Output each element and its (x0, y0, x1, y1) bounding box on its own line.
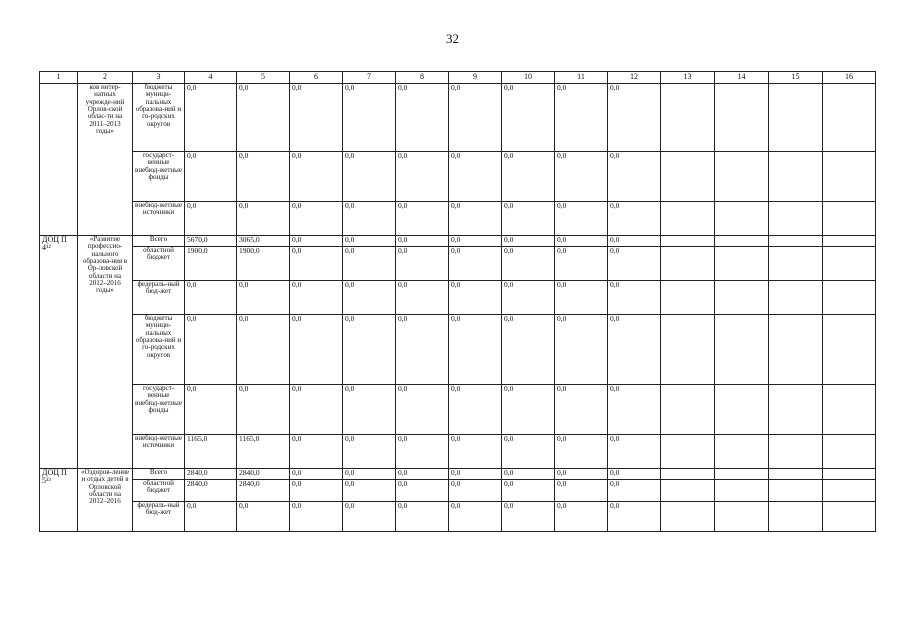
column-header: 4 (185, 72, 237, 84)
column-header: 9 (449, 72, 502, 84)
value-cell: 0,0 (555, 202, 608, 236)
value-cell: 0,0 (396, 480, 449, 502)
table-row (40, 480, 876, 502)
page-number: 32 (446, 31, 459, 46)
empty-cell (823, 435, 876, 469)
value-cell: 0,0 (290, 281, 343, 315)
empty-cell (823, 502, 876, 532)
value-cell: 0,0 (396, 502, 449, 532)
empty-cell (661, 236, 715, 247)
value-cell: 0,0 (608, 152, 661, 202)
column-header: 7 (343, 72, 396, 84)
empty-cell (769, 152, 823, 202)
program-code: ДОЦ П 4¹² (40, 236, 78, 469)
empty-cell (823, 385, 876, 435)
value-cell: 0,0 (608, 469, 661, 480)
value-cell: 0,0 (502, 202, 555, 236)
empty-cell (715, 84, 769, 152)
value-cell: 0,0 (502, 469, 555, 480)
value-cell: 0,0 (290, 84, 343, 152)
value-cell: 0,0 (555, 469, 608, 480)
funding-source: Всего (133, 236, 185, 247)
value-cell: 0,0 (608, 281, 661, 315)
value-cell: 0,0 (237, 385, 290, 435)
funding-source: внебюд-жетные источники (133, 435, 185, 469)
value-cell: 0,0 (237, 315, 290, 385)
empty-cell (715, 502, 769, 532)
value-cell: 0,0 (237, 202, 290, 236)
value-cell: 0,0 (396, 385, 449, 435)
table-row (40, 202, 876, 236)
table-row (40, 315, 876, 385)
value-cell: 0,0 (608, 202, 661, 236)
empty-cell (769, 469, 823, 480)
value-cell: 0,0 (290, 202, 343, 236)
empty-cell (823, 247, 876, 281)
table-row (40, 281, 876, 315)
value-cell: 0,0 (555, 502, 608, 532)
value-cell: 1900,0 (185, 247, 237, 281)
value-cell: 0,0 (185, 385, 237, 435)
value-cell: 0,0 (290, 502, 343, 532)
value-cell: 0,0 (396, 281, 449, 315)
value-cell: 0,0 (185, 281, 237, 315)
value-cell: 0,0 (555, 480, 608, 502)
value-cell: 0,0 (396, 247, 449, 281)
value-cell: 0,0 (608, 502, 661, 532)
value-cell: 0,0 (343, 202, 396, 236)
table-body (40, 84, 876, 532)
value-cell: 3065,0 (237, 236, 290, 247)
value-cell: 0,0 (343, 84, 396, 152)
empty-cell (661, 281, 715, 315)
value-cell: 0,0 (290, 480, 343, 502)
value-cell: 0,0 (343, 502, 396, 532)
value-cell: 0,0 (237, 152, 290, 202)
program-name: ков интер-натных учрежде-ний Орлов-ской облас-ти на 2011–2013 годы» (78, 84, 133, 236)
value-cell: 0,0 (290, 469, 343, 480)
funding-source: федераль-ный бюд-жет (133, 281, 185, 315)
value-cell: 2840,0 (185, 469, 237, 480)
value-cell: 2840,0 (185, 480, 237, 502)
value-cell: 0,0 (555, 152, 608, 202)
empty-cell (823, 236, 876, 247)
column-header: 15 (769, 72, 823, 84)
value-cell: 0,0 (185, 202, 237, 236)
column-header: 16 (823, 72, 876, 84)
empty-cell (769, 247, 823, 281)
value-cell: 0,0 (608, 247, 661, 281)
header-row (40, 72, 876, 84)
value-cell: 0,0 (608, 385, 661, 435)
empty-cell (823, 202, 876, 236)
value-cell: 1900,0 (237, 247, 290, 281)
table-row (40, 152, 876, 202)
value-cell: 0,0 (555, 236, 608, 247)
empty-cell (823, 84, 876, 152)
empty-cell (661, 385, 715, 435)
table-row (40, 502, 876, 532)
table-row (40, 247, 876, 281)
value-cell: 0,0 (185, 84, 237, 152)
funding-source: бюджеты муници-пальных образова-ний и го-родских округов (133, 315, 185, 385)
value-cell: 0,0 (502, 435, 555, 469)
column-header: 6 (290, 72, 343, 84)
value-cell: 0,0 (290, 247, 343, 281)
value-cell: 0,0 (343, 281, 396, 315)
empty-cell (661, 315, 715, 385)
value-cell: 0,0 (608, 315, 661, 385)
value-cell: 0,0 (343, 480, 396, 502)
funding-source: областной бюджет (133, 247, 185, 281)
value-cell: 0,0 (502, 480, 555, 502)
empty-cell (769, 315, 823, 385)
value-cell: 0,0 (608, 84, 661, 152)
value-cell: 0,0 (396, 435, 449, 469)
empty-cell (769, 236, 823, 247)
value-cell: 0,0 (343, 315, 396, 385)
empty-cell (661, 480, 715, 502)
column-header: 2 (78, 72, 133, 84)
empty-cell (769, 480, 823, 502)
value-cell: 0,0 (343, 236, 396, 247)
column-header: 12 (608, 72, 661, 84)
empty-cell (823, 480, 876, 502)
value-cell: 0,0 (185, 152, 237, 202)
value-cell: 0,0 (237, 84, 290, 152)
value-cell: 0,0 (343, 469, 396, 480)
value-cell: 0,0 (608, 435, 661, 469)
value-cell: 0,0 (449, 202, 502, 236)
value-cell: 2840,0 (237, 480, 290, 502)
empty-cell (715, 480, 769, 502)
value-cell: 0,0 (449, 236, 502, 247)
value-cell: 0,0 (290, 236, 343, 247)
value-cell: 0,0 (185, 315, 237, 385)
empty-cell (661, 247, 715, 281)
empty-cell (715, 247, 769, 281)
value-cell: 0,0 (608, 236, 661, 247)
empty-cell (661, 469, 715, 480)
funding-source: федераль-ный бюд-жет (133, 502, 185, 532)
empty-cell (823, 469, 876, 480)
budget-table (39, 71, 876, 532)
empty-cell (715, 152, 769, 202)
value-cell: 0,0 (185, 502, 237, 532)
value-cell: 0,0 (555, 435, 608, 469)
empty-cell (715, 469, 769, 480)
table-row (40, 435, 876, 469)
value-cell: 0,0 (502, 315, 555, 385)
empty-cell (823, 315, 876, 385)
value-cell: 0,0 (343, 152, 396, 202)
column-header: 14 (715, 72, 769, 84)
program-name: «Развитие профессио-нального образова-ния в Ор-ловской области на 2012–2016 годы» (78, 236, 133, 469)
value-cell: 1165,0 (185, 435, 237, 469)
column-header: 5 (237, 72, 290, 84)
value-cell: 0,0 (396, 84, 449, 152)
column-header: 13 (661, 72, 715, 84)
empty-cell (769, 84, 823, 152)
value-cell: 0,0 (502, 281, 555, 315)
value-cell: 0,0 (502, 152, 555, 202)
value-cell: 0,0 (449, 152, 502, 202)
value-cell: 5670,0 (185, 236, 237, 247)
empty-cell (715, 315, 769, 385)
program-code (40, 84, 78, 236)
funding-source: Всего (133, 469, 185, 480)
value-cell: 0,0 (290, 315, 343, 385)
empty-cell (715, 435, 769, 469)
column-header: 8 (396, 72, 449, 84)
empty-cell (769, 502, 823, 532)
value-cell: 0,0 (555, 247, 608, 281)
empty-cell (769, 202, 823, 236)
empty-cell (661, 202, 715, 236)
empty-cell (715, 385, 769, 435)
value-cell: 0,0 (343, 385, 396, 435)
value-cell: 0,0 (396, 469, 449, 480)
value-cell: 0,0 (555, 281, 608, 315)
value-cell: 0,0 (449, 469, 502, 480)
value-cell: 0,0 (396, 152, 449, 202)
value-cell: 0,0 (502, 502, 555, 532)
empty-cell (661, 435, 715, 469)
value-cell: 0,0 (502, 236, 555, 247)
table-row (40, 385, 876, 435)
value-cell: 0,0 (502, 385, 555, 435)
value-cell: 0,0 (396, 236, 449, 247)
funding-source: государст-венные внебюд-жетные фонды (133, 385, 185, 435)
value-cell: 0,0 (502, 247, 555, 281)
empty-cell (661, 502, 715, 532)
value-cell: 0,0 (290, 435, 343, 469)
empty-cell (769, 281, 823, 315)
table-row (40, 469, 876, 480)
column-header: 3 (133, 72, 185, 84)
program-code: ДОЦ П 5¹³ (40, 469, 78, 532)
program-name: «Оздоров-ление и отдых детей в Орловской области на 2012–2016 (78, 469, 133, 532)
empty-cell (769, 435, 823, 469)
empty-cell (823, 152, 876, 202)
value-cell: 0,0 (237, 281, 290, 315)
table-row (40, 84, 876, 152)
value-cell: 0,0 (290, 385, 343, 435)
value-cell: 2840,0 (237, 469, 290, 480)
value-cell: 0,0 (502, 84, 555, 152)
value-cell: 0,0 (555, 315, 608, 385)
empty-cell (661, 152, 715, 202)
column-header: 10 (502, 72, 555, 84)
column-header: 1 (40, 72, 78, 84)
empty-cell (715, 281, 769, 315)
funding-source: внебюд-жетные источники (133, 202, 185, 236)
value-cell: 0,0 (343, 435, 396, 469)
value-cell: 0,0 (555, 84, 608, 152)
funding-source: бюджеты муници-пальных образова-ний и го-родских округов (133, 84, 185, 152)
value-cell: 0,0 (343, 247, 396, 281)
value-cell: 0,0 (396, 315, 449, 385)
value-cell: 0,0 (449, 315, 502, 385)
value-cell: 0,0 (449, 385, 502, 435)
value-cell: 0,0 (449, 281, 502, 315)
empty-cell (715, 236, 769, 247)
table-row (40, 236, 876, 247)
value-cell: 0,0 (449, 502, 502, 532)
funding-source: государст-венные внебюд-жетные фонды (133, 152, 185, 202)
value-cell: 0,0 (237, 502, 290, 532)
value-cell: 0,0 (449, 435, 502, 469)
value-cell: 0,0 (449, 480, 502, 502)
value-cell: 0,0 (555, 385, 608, 435)
value-cell: 1165,0 (237, 435, 290, 469)
value-cell: 0,0 (608, 480, 661, 502)
funding-source: областной бюджет (133, 480, 185, 502)
column-header: 11 (555, 72, 608, 84)
value-cell: 0,0 (449, 247, 502, 281)
value-cell: 0,0 (396, 202, 449, 236)
value-cell: 0,0 (449, 84, 502, 152)
empty-cell (661, 84, 715, 152)
empty-cell (823, 281, 876, 315)
value-cell: 0,0 (290, 152, 343, 202)
empty-cell (769, 385, 823, 435)
empty-cell (715, 202, 769, 236)
